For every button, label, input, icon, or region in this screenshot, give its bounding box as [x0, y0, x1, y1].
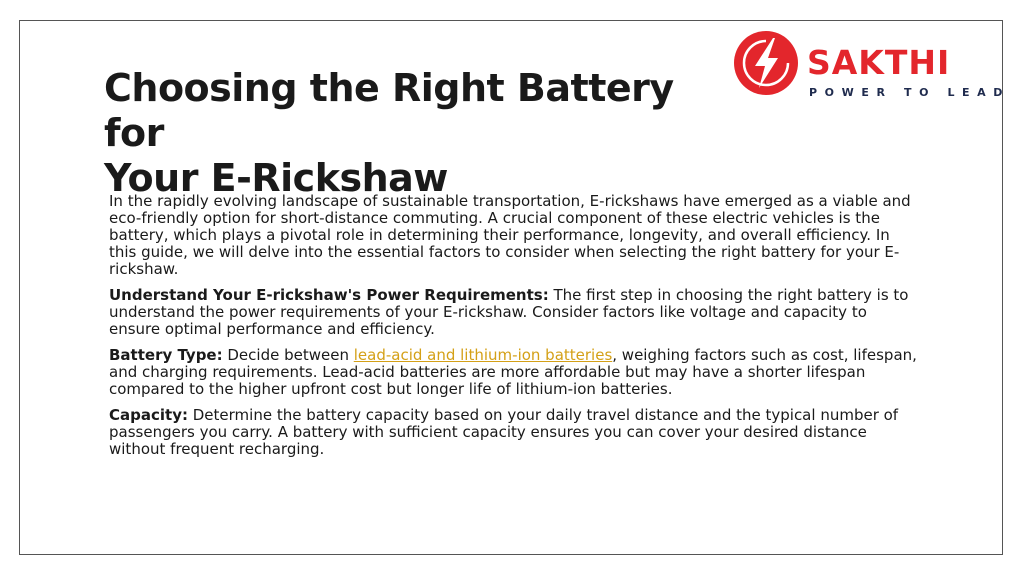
power-requirements-paragraph — [109, 287, 917, 338]
battery-type-post: , weighing factors such as cost, lifespan, and charging requirements. Lead-acid batteries are more affordable but may have a shorter lifespan compared to the higher upfront cost but longer life of lithium-ion batteries. — [109, 346, 917, 398]
capacity-paragraph — [109, 407, 917, 458]
intro-paragraph: In the rapidly evolving landscape of sustainable transportation, E-rickshaws have emerged as a viable and eco-friendly option for short-distance commuting. A crucial component of these electric vehicles is the battery, which plays a pivotal role in determining their performance, longevity, and overall efficiency. In this guide, we will delve into the essential factors to consider when selecting the right battery for your E-rickshaw. — [109, 192, 911, 278]
battery-type-heading: Battery Type: — [109, 346, 223, 364]
capacity-heading: Capacity: — [109, 406, 188, 424]
capacity-text: Determine the battery capacity based on your daily travel distance and the typical number of passengers you carry. A battery with sufficient capacity ensures you can cover your desired distance without frequent recharging. — [109, 406, 899, 458]
body-content — [109, 193, 917, 467]
power-requirements-text: The first step in choosing the right battery is to understand the power requirements of your E-rickshaw. Consider factors like voltage and capacity to ensure optimal performance and efficiency. — [109, 286, 909, 338]
page-title — [104, 66, 744, 201]
battery-type-paragraph — [109, 347, 917, 398]
brand-tagline: POWER TO LEAD — [809, 86, 1011, 99]
title-line-2: Your E-Rickshaw — [104, 156, 448, 200]
brand-name: SAKTHI — [807, 43, 951, 82]
power-requirements-heading: Understand Your E-rickshaw's Power Requirements: — [109, 286, 549, 304]
lightning-bolt-icon — [733, 30, 799, 96]
battery-type-pre: Decide between — [222, 346, 354, 364]
brand-logo — [733, 30, 1011, 99]
battery-types-link[interactable]: lead-acid and lithium-ion batteries — [353, 346, 613, 364]
title-line-1: Choosing the Right Battery for — [104, 66, 674, 155]
